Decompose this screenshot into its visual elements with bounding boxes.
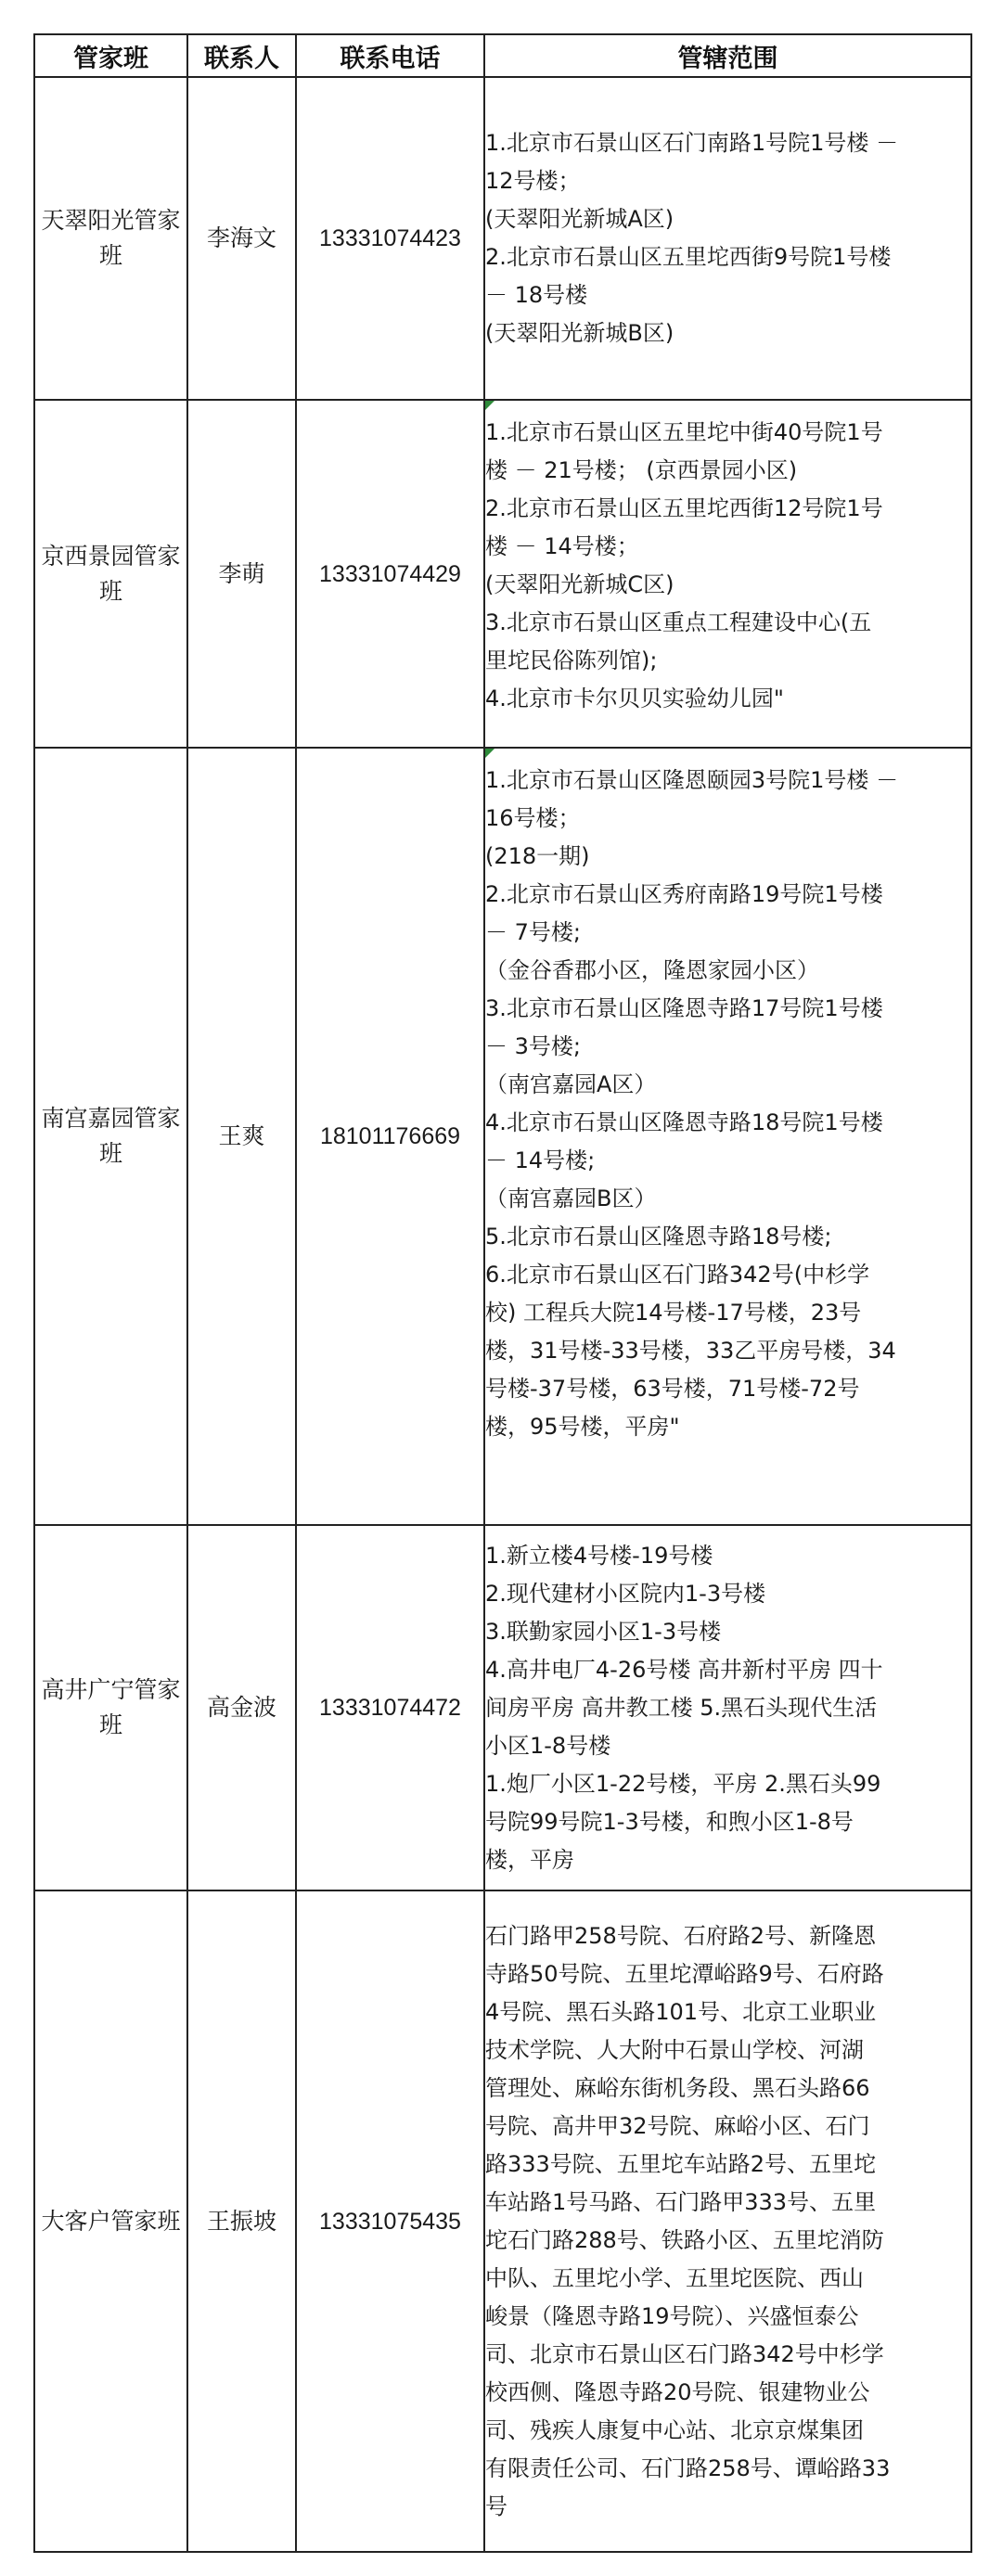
scope-line: 楼，31号楼-33号楼，33乙平房号楼，34 — [485, 1338, 896, 1364]
scope-line: 1.北京市石景山区隆恩颐园3号院1号楼 － — [485, 767, 899, 793]
scope-line: 2.北京市石景山区秀府南路19号院1号楼 — [485, 881, 883, 907]
scope-line: 间房平房 高井教工楼 5.黑石头现代生活 — [485, 1694, 878, 1721]
header-phone: 联系电话 — [296, 34, 484, 77]
scope-line: 4.北京市卡尔贝贝实验幼儿园" — [485, 686, 784, 711]
scope-line: 小区1-8号楼 — [485, 1732, 611, 1759]
scope-line: 楼 － 14号楼； — [485, 533, 639, 559]
scope-line: 路333号院、五里坨车站路2号、五里坨 — [485, 2150, 877, 2177]
scope-line: （南宫嘉园A区） — [485, 1071, 657, 1097]
scope-line: － 18号楼 — [485, 282, 588, 308]
scope-line: 1.北京市石景山区五里坨中街40号院1号 — [485, 419, 883, 445]
scope-line: 车站路1号马路、石门路甲333号、五里 — [485, 2188, 877, 2215]
scope-line: 有限责任公司、石门路258号、谭峪路33 — [485, 2454, 891, 2481]
scope-line: 楼，95号楼，平房" — [485, 1414, 680, 1440]
scope-line: 石门路甲258号院、石府路2号、新隆恩 — [485, 1922, 877, 1949]
contact-name: 李萌 — [187, 400, 296, 748]
scope-cell — [484, 1525, 971, 1890]
phone-number: 18101176669 — [296, 748, 484, 1525]
scope-line: 2.北京市石景山区五里坨西街12号院1号 — [485, 495, 883, 521]
phone-number: 13331074423 — [296, 77, 484, 400]
contact-name: 高金波 — [187, 1525, 296, 1890]
scope-line: （南宫嘉园B区） — [485, 1185, 657, 1211]
scope-line: 管理处、麻峪东街机务段、黑石头路66 — [485, 2074, 870, 2101]
scope-line: 司、残疾人康复中心站、北京京煤集团 — [485, 2416, 864, 2443]
scope-line: 司、北京市石景山区石门路342号中杉学 — [485, 2340, 884, 2367]
scope-line: 4.高井电厂4-26号楼 高井新村平房 四十 — [485, 1656, 883, 1683]
header-contact: 联系人 — [187, 34, 296, 77]
scope-line: 坨石门路288号、铁路小区、五里坨消防 — [485, 2226, 884, 2253]
table-row — [34, 1525, 971, 1890]
scope-line: － 14号楼; — [485, 1147, 596, 1173]
service-table — [33, 33, 972, 2553]
scope-line: － 3号楼; — [485, 1033, 581, 1059]
scope-line: 1.新立楼4号楼-19号楼 — [485, 1542, 713, 1569]
scope-line: 校西侧、隆恩寺路20号院、银建物业公 — [485, 2378, 870, 2405]
header-scope: 管辖范围 — [484, 34, 971, 77]
scope-line: 校) 工程兵大院14号楼-17号楼，23号 — [485, 1300, 862, 1326]
scope-line: 号院99号院1-3号楼，和煦小区1-8号 — [485, 1808, 854, 1835]
contact-name: 王爽 — [187, 748, 296, 1525]
scope-line: 5.北京市石景山区隆恩寺路18号楼; — [485, 1224, 832, 1250]
scope-line: 2.现代建材小区院内1-3号楼 — [485, 1580, 766, 1607]
scope-line: 峻景（隆恩寺路19号院）、兴盛恒泰公 — [485, 2302, 859, 2329]
scope-line: 寺路50号院、五里坨潭峪路9号、石府路 — [485, 1960, 884, 1987]
scope-line: (218一期) — [485, 843, 590, 869]
scope-line: 4.北京市石景山区隆恩寺路18号院1号楼 — [485, 1109, 883, 1135]
scope-line: 3.北京市石景山区隆恩寺路17号院1号楼 — [485, 995, 883, 1021]
scope-line: (天翠阳光新城A区) — [485, 206, 674, 232]
scope-line: （金谷香郡小区，隆恩家园小区） — [485, 957, 819, 983]
phone-number: 13331075435 — [296, 1890, 484, 2552]
team-name: 高井广宁管家班 — [34, 1525, 187, 1890]
header-team: 管家班 — [34, 34, 187, 77]
header-row — [34, 34, 971, 77]
scope-line: 号楼-37号楼，63号楼，71号楼-72号 — [485, 1376, 860, 1402]
scope-line: 12号楼； — [485, 168, 581, 194]
scope-line: 号 — [485, 2493, 507, 2519]
team-name: 南宫嘉园管家班 — [34, 748, 187, 1525]
scope-line: 技术学院、人大附中石景山学校、河湖 — [485, 2036, 864, 2063]
scope-line: (天翠阳光新城C区) — [485, 571, 674, 597]
scope-line: 2.北京市石景山区五里坨西街9号院1号楼 — [485, 244, 892, 270]
scope-line: － 7号楼; — [485, 919, 581, 945]
phone-number: 13331074429 — [296, 400, 484, 748]
cell-comment-marker — [485, 749, 495, 758]
scope-line: 3.北京市石景山区重点工程建设中心(五 — [485, 609, 872, 635]
scope-line: (天翠阳光新城B区) — [485, 320, 674, 346]
scope-cell — [484, 77, 971, 400]
team-name: 京西景园管家班 — [34, 400, 187, 748]
team-name: 大客户管家班 — [34, 1890, 187, 2552]
scope-line: 6.北京市石景山区石门路342号(中杉学 — [485, 1262, 870, 1288]
scope-line: 1.炮厂小区1-22号楼，平房 2.黑石头99 — [485, 1770, 881, 1797]
scope-line: 楼 － 21号楼； (京西景园小区) — [485, 457, 798, 483]
scope-line: 1.北京市石景山区石门南路1号院1号楼 － — [485, 130, 899, 156]
scope-cell — [484, 400, 971, 748]
team-name: 天翠阳光管家班 — [34, 77, 187, 400]
table-row — [34, 1890, 971, 2552]
table-row — [34, 400, 971, 748]
scope-line: 4号院、黑石头路101号、北京工业职业 — [485, 1998, 877, 2025]
scope-cell — [484, 748, 971, 1525]
scope-line: 3.联勤家园小区1-3号楼 — [485, 1618, 722, 1645]
scope-line: 16号楼； — [485, 805, 581, 831]
table-row — [34, 748, 971, 1525]
scope-line: 中队、五里坨小学、五里坨医院、西山 — [485, 2264, 864, 2291]
scope-line: 号院、高井甲32号院、麻峪小区、石门 — [485, 2112, 870, 2139]
scope-line: 楼，平房 — [485, 1846, 574, 1873]
cell-comment-marker — [485, 401, 495, 410]
scope-cell — [484, 1890, 971, 2552]
phone-number: 13331074472 — [296, 1525, 484, 1890]
contact-name: 李海文 — [187, 77, 296, 400]
contact-name: 王振坡 — [187, 1890, 296, 2552]
table-row — [34, 77, 971, 400]
scope-line: 里坨民俗陈列馆); — [485, 647, 658, 673]
